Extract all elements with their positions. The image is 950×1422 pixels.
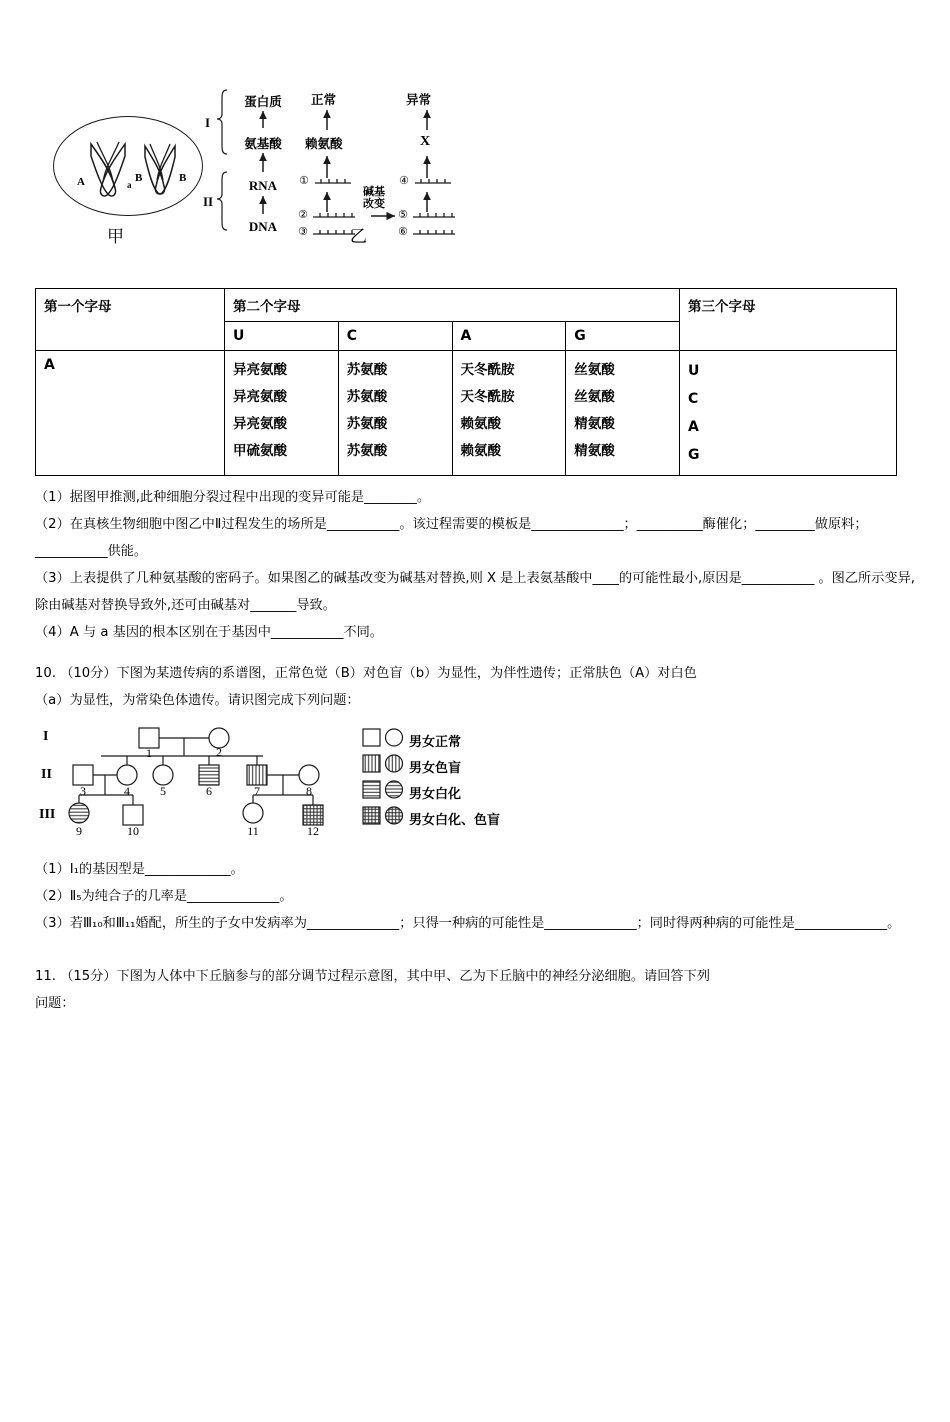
yi-normal-product: 赖氨酸 [305,136,343,151]
second-letter-G: G [566,322,680,351]
third-letter-cell: C [688,391,699,407]
aa-column-U [225,351,339,476]
chromosome-label-B2: B [179,172,187,184]
aa-cell: 苏氨酸 [346,389,388,405]
third-letter-column [680,351,897,476]
table-header-row-1 [36,289,897,322]
question10-subitems [35,856,915,937]
q10-text-1: 下图为某遗传病的系谱图，正常色觉（B）对色盲（b）为显性，为伴性遗传；正常肤色（A）对白色 [116,666,697,682]
q9-item-3: （3）上表提供了几种氨基酸的密码子。如果图乙的碱基改变为碱基对替换,则 X 是上表氨基酸中____的可能性最小,原因是___________ 。图乙所示变异,除由碱基对替换导致外,还可由碱基对_______导致。 [35,571,915,614]
q10-score: （10分） [60,666,117,682]
q10-sub-3: （3）若Ⅲ₁₀和Ⅲ₁₁婚配，所生的子女中发病率为______________；只得一种病的可能性是______________；同时得两种病的可能性是______________。 [35,915,901,931]
individual-number-11: 11 [247,823,259,838]
individual-number-8: 8 [306,783,312,798]
aa-cell: 苏氨酸 [346,416,388,432]
second-letter-C: C [338,322,452,351]
individual-number-5: 5 [160,783,166,798]
q11-number: 11. [35,968,56,984]
individual-number-4: 4 [124,783,130,798]
yi-abnormal-product: X [420,134,431,149]
chromosome-label-B1: B [135,172,143,184]
q9-item-2-cont: ___________供能。 [35,544,148,560]
aa-cell: 苏氨酸 [346,362,388,378]
chain-protein: 蛋白质 [244,94,282,109]
aa-cell: 赖氨酸 [460,443,501,459]
chain-dna: DNA [248,219,278,234]
question9-subitems [35,484,915,646]
aa-cell: 异亮氨酸 [233,389,287,405]
aa-cell: 异亮氨酸 [233,416,287,432]
pedigree-chart [41,723,915,848]
generation-label-III: III [39,806,56,822]
aa-cell: 精氨酸 [574,443,615,459]
legend-label-albinism: 男女白化 [409,786,462,802]
aa-column-G [566,351,680,476]
legend-label-colorblind: 男女色盲 [409,760,462,776]
aa-cell: 苏氨酸 [346,443,388,459]
q9-item-2: （2）在真核生物细胞中图乙中Ⅱ过程发生的场所是___________。该过程需要的模板是______________；__________酶催化；_________做原料； [35,517,868,533]
figure-label-yi: 乙 [350,227,367,247]
bracket-label-II: II [203,194,214,209]
individual-number-6: 6 [206,783,212,798]
third-letter-cell: U [688,363,700,379]
yi-num-6: ⑥ [398,225,408,238]
q11-stem-line1 [35,963,915,990]
aa-column-C [338,351,452,476]
legend-label-albinism-cb: 男女白化、色盲 [409,812,501,828]
chromosome-label-A: A [77,176,85,188]
individual-number-10: 10 [127,823,139,838]
codon-table [35,288,897,476]
mutation-diagram-yi [293,86,473,256]
third-letter-cell: A [688,419,699,435]
q11-text-1: 下图为人体中下丘脑参与的部分调节过程示意图，其中甲、乙为下丘脑中的神经分泌细胞。请回答下列 [116,968,710,984]
aa-column-A [452,351,566,476]
individual-number-9: 9 [76,823,82,838]
yi-num-3: ③ [298,225,308,238]
aa-cell: 天冬酰胺 [460,362,515,378]
chain-arrows-svg [205,88,300,248]
yi-normal-title: 正常 [311,92,337,107]
third-letter-cell: G [688,447,700,463]
yi-num-5: ⑤ [398,208,408,221]
chain-amino-acid: 氨基酸 [244,136,282,151]
bracket-label-I: I [205,115,211,130]
q9-item-4: （4）A 与 a 基因的根本区别在于基因中___________不同。 [35,625,383,641]
cell-diagram-jia [53,116,205,218]
second-letter-U: U [225,322,339,351]
individual-number-2: 2 [216,744,222,759]
yi-num-1: ① [299,174,309,187]
chromosomes-svg [53,116,205,218]
individual-number-7: 7 [254,783,260,798]
aa-cell: 赖氨酸 [460,416,501,432]
question10-stem [35,660,915,714]
base-change-label-line1: 碱基 [363,185,385,198]
table-body-row [36,351,897,476]
q10-stem-line1 [35,660,915,687]
exam-page [0,78,950,1422]
chromosome-label-a: a [127,180,132,190]
q10-sub-2: （2）Ⅱ₅为纯合子的几率是______________。 [35,888,293,904]
aa-cell: 丝氨酸 [574,389,615,405]
legend-label-normal: 男女正常 [409,734,462,750]
header-second-letter: 第二个字母 [225,289,680,322]
second-letter-A: A [452,322,566,351]
generation-label-I: I [43,728,49,744]
q10-number: 10. [35,666,56,682]
figure-block [35,78,915,278]
individual-number-12: 12 [307,823,319,838]
aa-cell: 天冬酰胺 [460,389,515,405]
q10-sub-1: （1）Ⅰ₁的基因型是_____________。 [35,861,244,877]
individual-number-1: 1 [146,745,152,760]
yi-arrows-svg [293,86,473,256]
aa-cell: 丝氨酸 [574,362,615,378]
aa-cell: 精氨酸 [574,416,615,432]
q11-stem-line2: 问题： [35,995,75,1011]
aa-cell: 甲硫氨酸 [233,443,287,459]
yi-num-2: ② [298,208,308,221]
chain-rna: RNA [248,178,278,193]
figure-label-jia: 甲 [107,227,124,247]
question11-stem [35,963,915,1017]
individual-number-3: 3 [80,783,86,798]
first-letter-A: A [36,351,225,476]
q10-stem-line2: （a）为显性，为常染色体遗传。请识图完成下列问题： [35,693,360,709]
q9-item-1: （1）据图甲推测,此种细胞分裂过程中出现的变异可能是________。 [35,490,431,505]
yi-abnormal-title: 异常 [406,92,432,107]
generation-label-II: II [41,766,52,782]
header-third-letter: 第三个字母 [680,289,897,351]
yi-num-4: ④ [399,174,409,187]
aa-cell: 异亮氨酸 [233,362,287,378]
header-first-letter: 第一个字母 [36,289,225,351]
q11-score: （15分） [60,968,117,984]
central-dogma-chain [205,88,300,248]
base-change-label-line2: 改变 [363,196,385,210]
